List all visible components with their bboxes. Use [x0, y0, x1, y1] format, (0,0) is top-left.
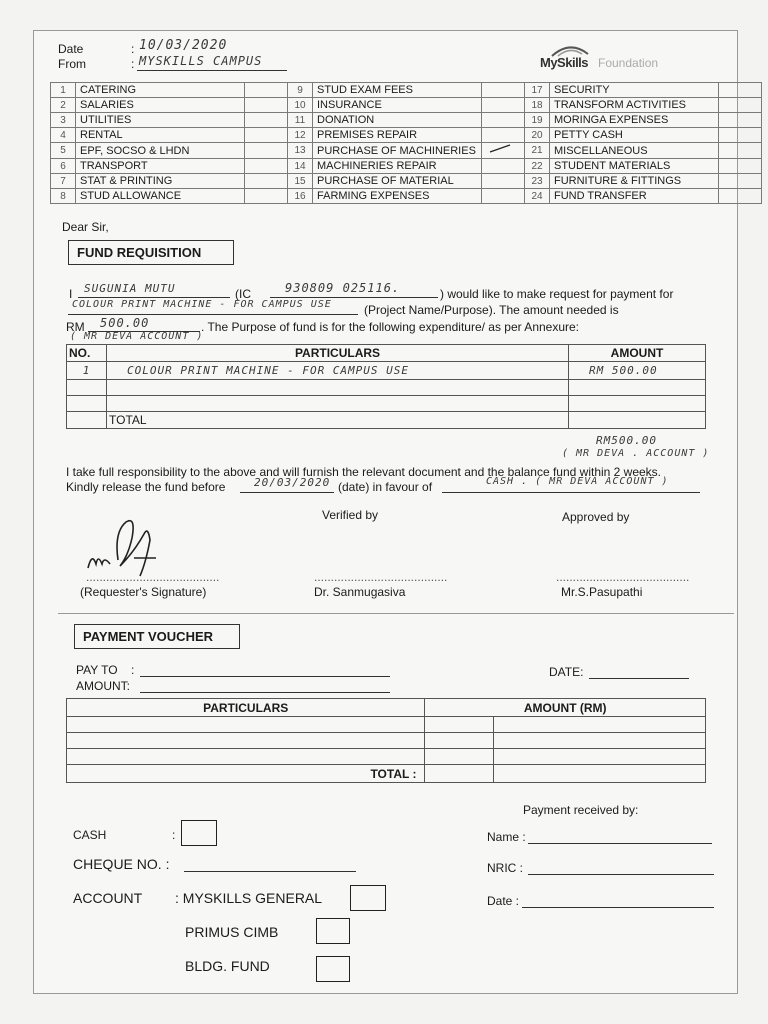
- category-number: 16: [288, 189, 313, 204]
- category-label: STUDENT MATERIALS: [550, 159, 719, 174]
- category-tick-cell[interactable]: [719, 143, 762, 159]
- category-tick-cell[interactable]: [719, 83, 762, 98]
- category-label: EPF, SOCSO & LHDN: [76, 143, 245, 159]
- logo-text-myskills: MySkills: [540, 55, 589, 70]
- from-label: From: [58, 57, 86, 71]
- category-label: INSURANCE: [313, 98, 482, 113]
- category-tick-cell[interactable]: [719, 174, 762, 189]
- receiver-nric-field[interactable]: [528, 874, 714, 875]
- category-number: 19: [525, 113, 550, 128]
- category-tick-cell[interactable]: [245, 189, 288, 204]
- category-tick-cell[interactable]: [482, 113, 525, 128]
- myskills-general-checkbox[interactable]: [350, 885, 386, 911]
- category-label: RENTAL: [76, 128, 245, 143]
- category-tick-cell[interactable]: [245, 143, 288, 159]
- category-label: MISCELLANEOUS: [550, 143, 719, 159]
- date-label: Date: [58, 42, 84, 56]
- purpose-value: COLOUR PRINT MACHINE - FOR CAMPUS USE: [72, 299, 332, 310]
- category-number: 18: [525, 98, 550, 113]
- tick-mark-icon: [486, 143, 514, 155]
- category-number: 23: [525, 174, 550, 189]
- category-tick-cell[interactable]: [719, 159, 762, 174]
- category-number: 5: [51, 143, 76, 159]
- total-label: TOTAL: [107, 412, 569, 429]
- requester-signature-label: (Requester's Signature): [80, 585, 207, 599]
- primus-cimb-checkbox[interactable]: [316, 918, 350, 944]
- voucher-amount-field[interactable]: [140, 692, 390, 693]
- table-row: 1 COLOUR PRINT MACHINE - FOR CAMPUS USE RM 500.00: [67, 362, 706, 380]
- category-tick-cell[interactable]: [719, 98, 762, 113]
- category-label: PURCHASE OF MATERIAL: [313, 174, 482, 189]
- category-tick-cell[interactable]: [245, 98, 288, 113]
- from-value: MYSKILLS CAMPUS: [139, 54, 263, 68]
- category-label: SALARIES: [76, 98, 245, 113]
- category-tick-cell[interactable]: [719, 128, 762, 143]
- category-row: [51, 128, 762, 143]
- category-label: FURNITURE & FITTINGS: [550, 174, 719, 189]
- category-label: STAT & PRINTING: [76, 174, 245, 189]
- date-value: 10/03/2020: [139, 38, 228, 53]
- category-number: 15: [288, 174, 313, 189]
- total-note: ( MR DEVA . ACCOUNT ): [562, 448, 710, 459]
- category-tick-cell[interactable]: [719, 189, 762, 204]
- requester-name: SUGUNIA MUTU: [84, 282, 176, 295]
- category-number: 10: [288, 98, 313, 113]
- category-number: 4: [51, 128, 76, 143]
- category-number: 21: [525, 143, 550, 159]
- category-number: 12: [288, 128, 313, 143]
- receiver-name-field[interactable]: [528, 843, 712, 844]
- category-label: PURCHASE OF MACHINERIES: [313, 143, 482, 159]
- bldg-fund-checkbox[interactable]: [316, 956, 350, 982]
- category-number: 3: [51, 113, 76, 128]
- category-row: [51, 159, 762, 174]
- category-label: MACHINERIES REPAIR: [313, 159, 482, 174]
- category-tick-cell[interactable]: [482, 98, 525, 113]
- category-number: 7: [51, 174, 76, 189]
- approver-name: Mr.S.Pasupathi: [561, 585, 643, 599]
- category-tick-cell[interactable]: [245, 113, 288, 128]
- ic-number: 930809 025116.: [285, 281, 401, 295]
- category-number: 1: [51, 83, 76, 98]
- category-tick-cell[interactable]: [482, 128, 525, 143]
- category-label: TRANSFORM ACTIVITIES: [550, 98, 719, 113]
- category-label: STUD EXAM FEES: [313, 83, 482, 98]
- myskills-logo: [530, 44, 660, 70]
- amount-value: 500.00: [100, 316, 150, 330]
- category-number: 22: [525, 159, 550, 174]
- category-row: [51, 98, 762, 113]
- requisition-table: NO. PARTICULARS AMOUNT 1 COLOUR PRINT MACHINE - FOR CAMPUS USE RM 500.00 TOTAL: [66, 344, 706, 429]
- category-tick-cell[interactable]: [245, 128, 288, 143]
- category-label: PETTY CASH: [550, 128, 719, 143]
- category-number: 9: [288, 83, 313, 98]
- category-tick-cell[interactable]: [482, 143, 525, 159]
- release-date: 20/03/2020: [254, 476, 331, 489]
- voucher-table: PARTICULARS AMOUNT (RM) TOTAL :: [66, 698, 706, 783]
- voucher-total-label: TOTAL :: [67, 765, 425, 783]
- category-number: 6: [51, 159, 76, 174]
- account-note: ( MR DEVA ACCOUNT ): [70, 331, 204, 342]
- expense-category-table: [50, 82, 762, 204]
- category-number: 13: [288, 143, 313, 159]
- salutation: Dear Sir,: [62, 220, 109, 234]
- category-number: 24: [525, 189, 550, 204]
- category-tick-cell[interactable]: [482, 83, 525, 98]
- category-tick-cell[interactable]: [482, 174, 525, 189]
- category-label: CATERING: [76, 83, 245, 98]
- category-tick-cell[interactable]: [719, 113, 762, 128]
- category-row: [51, 83, 762, 98]
- category-number: 8: [51, 189, 76, 204]
- logo-text-foundation: Foundation: [598, 56, 659, 70]
- category-label: FUND TRANSFER: [550, 189, 719, 204]
- category-row: [51, 174, 762, 189]
- category-row: [51, 143, 762, 159]
- category-label: SECURITY: [550, 83, 719, 98]
- category-number: 20: [525, 128, 550, 143]
- category-label: UTILITIES: [76, 113, 245, 128]
- cheque-no-field[interactable]: [184, 871, 356, 872]
- category-label: PREMISES REPAIR: [313, 128, 482, 143]
- cash-checkbox[interactable]: [181, 820, 217, 846]
- category-number: 2: [51, 98, 76, 113]
- category-tick-cell[interactable]: [245, 174, 288, 189]
- receiver-date-field[interactable]: [522, 907, 714, 908]
- fund-requisition-title: FUND REQUISITION: [68, 240, 234, 265]
- category-label: TRANSPORT: [76, 159, 245, 174]
- voucher-date-field[interactable]: [589, 678, 689, 679]
- category-number: 14: [288, 159, 313, 174]
- category-tick-cell[interactable]: [245, 159, 288, 174]
- category-label: FARMING EXPENSES: [313, 189, 482, 204]
- payment-voucher-title: PAYMENT VOUCHER: [74, 624, 240, 649]
- total-amount: RM500.00: [596, 434, 657, 447]
- favour-value: CASH . ( MR DEVA ACCOUNT ): [486, 476, 669, 487]
- category-label: STUD ALLOWANCE: [76, 189, 245, 204]
- category-label: DONATION: [313, 113, 482, 128]
- category-tick-cell[interactable]: [482, 189, 525, 204]
- category-label: MORINGA EXPENSES: [550, 113, 719, 128]
- category-row: [51, 113, 762, 128]
- verifier-name: Dr. Sanmugasiva: [314, 585, 406, 599]
- category-number: 11: [288, 113, 313, 128]
- pay-to-field[interactable]: [140, 676, 390, 677]
- section-divider: [58, 613, 734, 614]
- category-row: [51, 189, 762, 204]
- category-tick-cell[interactable]: [482, 159, 525, 174]
- category-tick-cell[interactable]: [245, 83, 288, 98]
- category-number: 17: [525, 83, 550, 98]
